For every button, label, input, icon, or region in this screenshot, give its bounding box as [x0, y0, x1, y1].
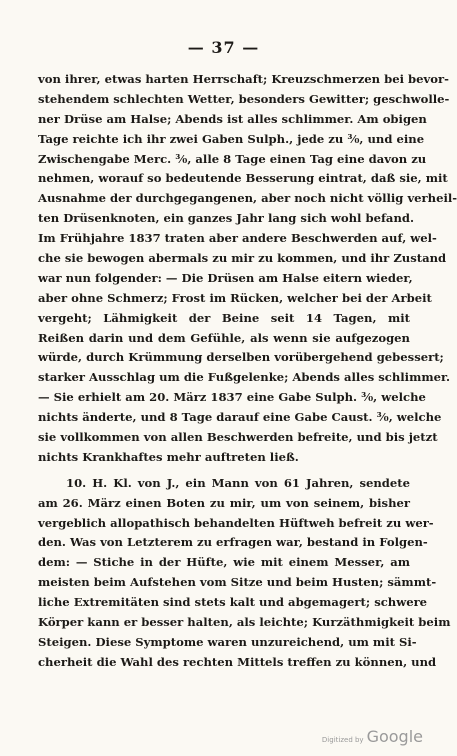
- text-line: ten Drüsenknoten, ein ganzes Jahr lang sich wohl befand.: [38, 211, 415, 226]
- text-line: Reißen darin und dem Gefühle, als wenn sie aufgezogen: [38, 330, 410, 345]
- text-line: am 26. März einen Boten zu mir, um von seinem, bisher: [38, 495, 410, 510]
- digitized-by-label: Digitized by: [321, 736, 364, 744]
- text-line: ner Drüse am Halse; Abends ist alles schlimmer. Am obigen: [38, 111, 427, 126]
- text-line: von ihrer, etwas harten Herrschaft; Kreuzschmerzen bei bevor-: [38, 72, 449, 86]
- body-text: [38, 70, 457, 673]
- text-line: starker Ausschlag um die Fußgelenke; Abends alles schlimmer.: [38, 370, 451, 385]
- text-line: nichts Krankhaftes mehr auftreten ließ.: [38, 449, 299, 464]
- text-line: meisten beim Aufstehen vom Sitze und beim Husten; sämmt-: [38, 575, 437, 590]
- text-line: Ausnahme der durchgegangenen, aber noch nicht völlig verheil-: [38, 191, 457, 206]
- page-number: — 37 —: [187, 38, 260, 57]
- text-line: — Sie erhielt am 20. März 1837 eine Gabe Sulph. ³⁄₀, welche: [38, 390, 426, 405]
- text-line: nehmen, worauf so bedeutende Besserung eintrat, daß sie, mit: [38, 171, 448, 186]
- text-line: vergeblich allopathisch behandelten Hüftweh befreit zu wer-: [38, 515, 434, 530]
- text-line: aber ohne Schmerz; Frost im Rücken, welcher bei der Arbeit: [38, 290, 432, 305]
- text-line: liche Extremitäten sind stets kalt und abgemagert; schwere: [38, 595, 428, 610]
- digitization-watermark: [322, 727, 423, 746]
- text-line: Körper kann er besser halten, als leichte; Kurzäthmigkeit beim: [38, 615, 451, 630]
- text-line: Im Frühjahre 1837 traten aber andere Beschwerden auf, wel-: [38, 231, 437, 246]
- text-line: 10. H. Kl. von J., ein Mann von 61 Jahren, sendete: [66, 475, 410, 490]
- text-line: nichts änderte, und 8 Tage darauf eine Gabe Caust. ³⁄₀, welche: [38, 410, 442, 425]
- google-wordmark: Google: [366, 727, 423, 746]
- text-line: dem: — Stiche in der Hüfte, wie mit einem Messer, am: [38, 555, 410, 570]
- text-line: che sie bewogen abermals zu mir zu kommen, und ihr Zustand: [38, 251, 447, 266]
- text-line: Steigen. Diese Symptome waren unzureichend, um mit Si-: [38, 634, 417, 649]
- text-line: den. Was von Letzterem zu erfragen war, bestand in Folgen-: [38, 535, 428, 550]
- text-line: Tage reichte ich ihr zwei Gaben Sulph., jede zu ³⁄₀, und eine: [38, 131, 425, 146]
- paragraph-1: [38, 70, 457, 468]
- text-line: würde, durch Krümmung derselben vorübergehend gebessert;: [38, 350, 444, 365]
- text-line: vergeht; Lähmigkeit der Beine seit 14 Tagen, mit: [38, 310, 410, 325]
- text-line: Zwischengabe Merc. ³⁄₀, alle 8 Tage einen Tag eine davon zu: [38, 151, 427, 166]
- paragraph-2: [38, 474, 451, 673]
- text-line: war nun folgender: — Die Drüsen am Halse eitern wieder,: [38, 270, 413, 285]
- text-line: sie vollkommen von allen Beschwerden befreite, und bis jetzt: [38, 430, 438, 445]
- text-line: stehendem schlechten Wetter, besonders Gewitter; geschwolle-: [38, 91, 450, 106]
- text-line: cherheit die Wahl des rechten Mittels treffen zu können, und: [38, 654, 437, 669]
